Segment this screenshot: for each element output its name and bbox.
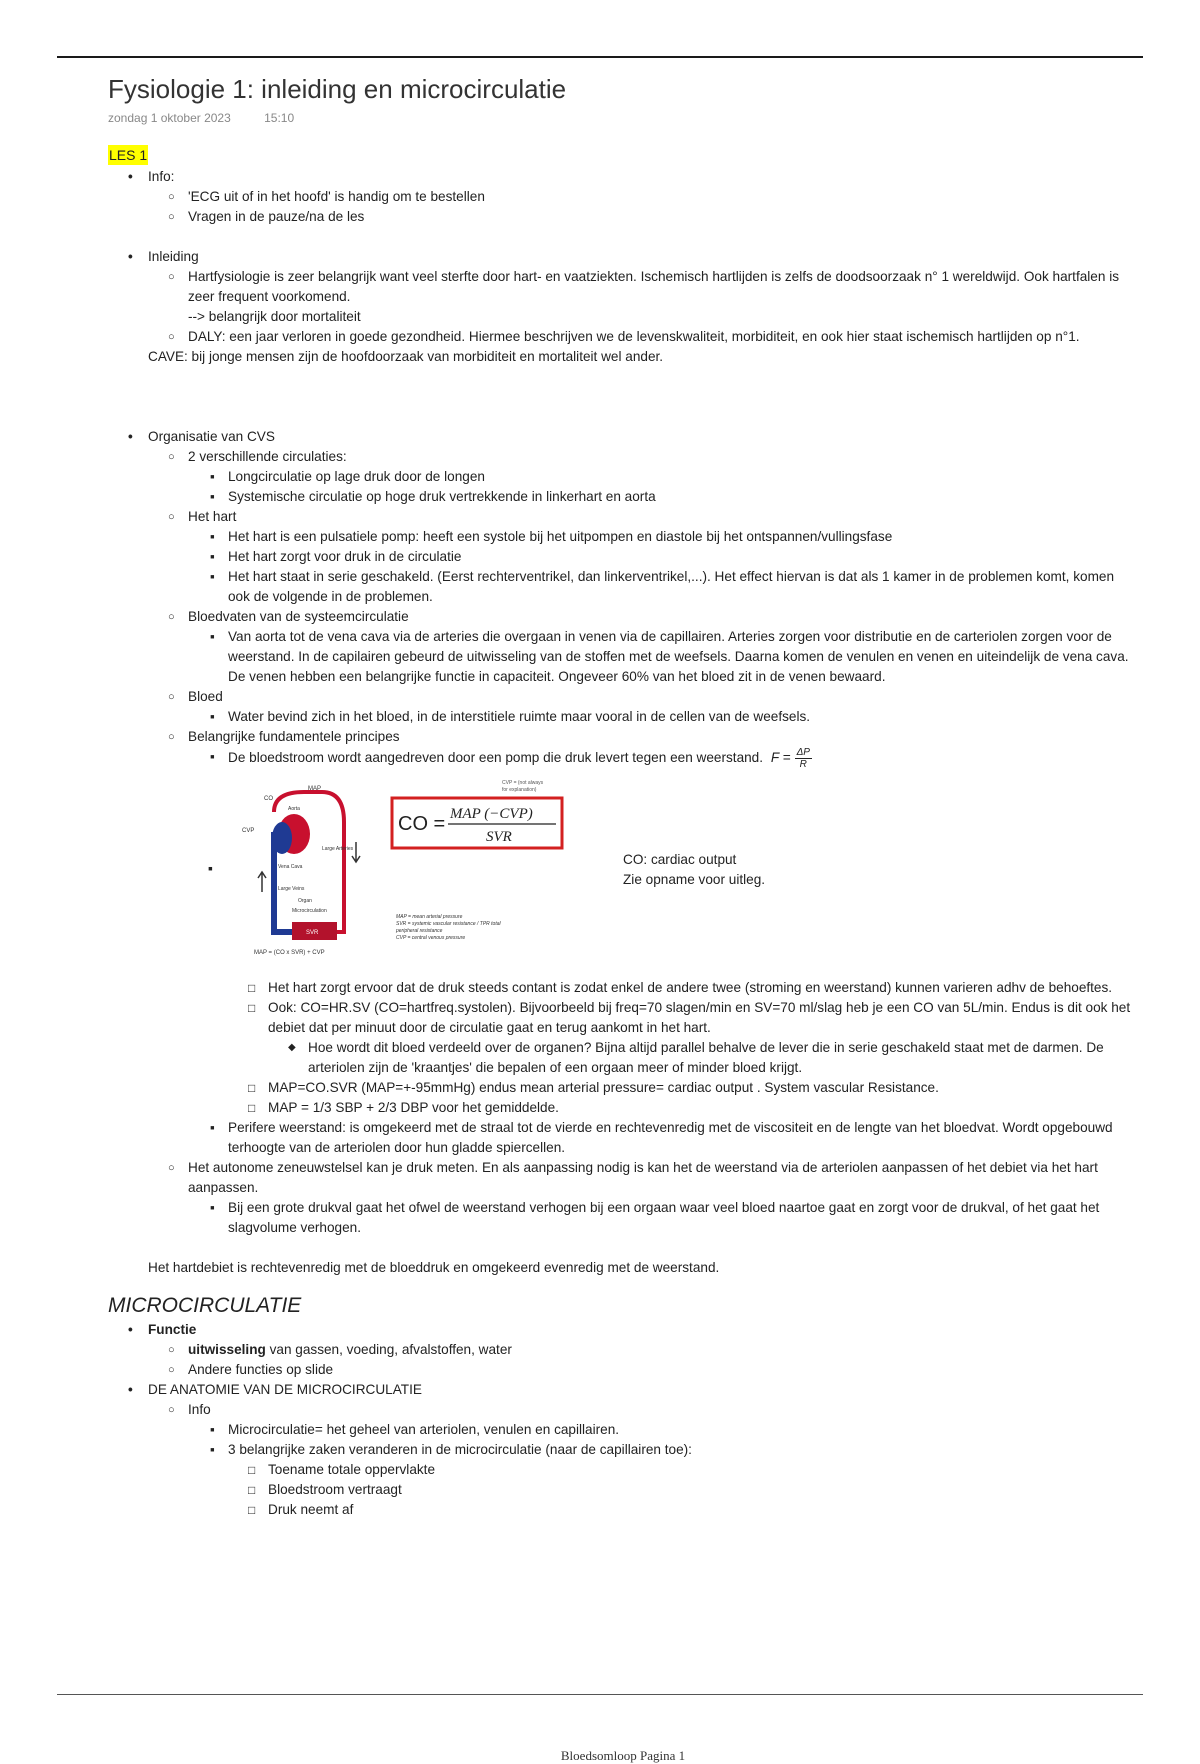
- page-title: Fysiologie 1: inleiding en microcirculatie: [108, 74, 567, 104]
- list-item: □ MAP = 1/3 SBP + 2/3 DBP voor het gemiddelde.: [268, 1098, 1138, 1118]
- hartdebiet-note: Het hartdebiet is rechtevenredig met de bloeddruk en omgekeerd evenredig met de weerstand.: [148, 1260, 720, 1275]
- top-note-2: for explanation): [502, 787, 537, 793]
- list-item: □ Druk neemt af: [268, 1500, 1138, 1520]
- list-item: ▪ Systemische circulatie op hoge druk vertrekkende in linkerhart en aorta: [228, 487, 1138, 507]
- legend-3: peripheral resistance: [396, 928, 443, 934]
- list-item: □ Bloedstroom vertraagt: [268, 1480, 1138, 1500]
- list-item: ○ Info ▪ Microcirculatie= het geheel van arteriolen, venulen en capillairen. ▪ 3 belangrijke zaken veranderen in de microcirculatie (naar de capillairen toe): □ Toename totale oppervlakte □ Bloedstroom vertraagt □ Druk neemt af: [188, 1400, 1138, 1520]
- label-organ: Organ: [298, 898, 312, 904]
- section-heading-microcirculatie: MICROCIRCULATIE: [108, 1294, 302, 1317]
- label-cvp: CVP: [242, 828, 255, 834]
- legend-1: MAP = mean arterial pressure: [396, 914, 463, 920]
- les-label: LES 1: [109, 147, 148, 163]
- page-date: zondag 1 oktober 2023: [108, 111, 231, 125]
- co-lhs: CO =: [398, 813, 446, 835]
- list-item: ○ Vragen in de pauze/na de les: [188, 207, 1138, 227]
- page-meta: [108, 111, 1138, 125]
- list-item: ▪ Van aorta tot de vena cava via de arteries die overgaan in venen via de capillairen. Arteries zorgen voor distributie en de carteriolen zorgen voor de weerstand. In de capilairen gebeurd de uitwisseling van de stoffen met de weefsels. Daarna komen de venulen en venen en uiteindelijk de vena cava. De venen hebben een belangrijke functie in capaciteit. Ongeveer 60% van het bloed zit in de venen bewaard.: [228, 627, 1138, 687]
- bottom-rule: [57, 1694, 1143, 1695]
- legend-4: CVP = central venous pressure: [396, 935, 466, 941]
- label-large-veins: Large Veins: [278, 886, 305, 892]
- list-item: ○ Bloedvaten van de systeemcirculatie ▪ Van aorta tot de vena cava via de arteries die overgaan in venen via de capillairen. Arteries zorgen voor distributie en de carteriolen zorgen voor de weerstand. In de capilairen gebeurd de uitwisseling van de stoffen met de weefsels. Daarna komen de venulen en venen en uiteindelijk de vena cava. De venen hebben een belangrijke functie in capaciteit. Ongeveer 60% van het bloed zit in de venen bewaard.: [188, 607, 1138, 687]
- list-item: ○ Belangrijke fundamentele principes ▪ De bloedstroom wordt aangedreven door een pomp die druk levert tegen een weerstand. F = $\frac{\Delta P}{R}$: [188, 727, 1138, 770]
- label-microcirculation: Microcirculation: [292, 908, 327, 914]
- list-item: ○ Bloed ▪ Water bevind zich in het bloed, in de interstitiele ruimte maar vooral in de cellen van de weefsels.: [188, 687, 1138, 727]
- list-item: □ Ook: CO=HR.SV (CO=hartfreq.systolen). Bijvoorbeeld bij freq=70 slagen/min en SV=70 ml/slag heb je een CO van 5L/min. Endus is dit ook het debiet dat per minuut door de circulatie gaat en terug aankomt in het hart. ◆ Hoe wordt dit bloed verdeeld over de organen? Bijna altijd parallel behalve de lever die in serie geschakeld staat met de darmen. De arteriolen zijn de 'kraantjes' die bepalen of een orgaan meer of minder bloed krijgt.: [268, 998, 1138, 1078]
- list-organisatie: [108, 427, 1138, 770]
- list-item: • DE ANATOMIE VAN DE MICROCIRCULATIE ○ Info ▪ Microcirculatie= het geheel van arteriolen, venulen en capillairen. ▪ 3 belangrijke zaken veranderen in de microcirculatie (naar de capillairen toe): □ Toename totale oppervlakte □ Bloedstroom vertraagt □ Druk neemt af: [148, 1380, 1138, 1520]
- page: [108, 74, 1138, 1763]
- list-item: ▪ Water bevind zich in het bloed, in de interstitiele ruimte maar vooral in de cellen van de weefsels.: [228, 707, 1138, 727]
- label-co: CO: [264, 796, 273, 802]
- label-svr: SVR: [306, 930, 319, 936]
- list-item: □ Toename totale oppervlakte: [268, 1460, 1138, 1480]
- label-vena-cava: Vena Cava: [278, 864, 303, 870]
- list-item: • Functie ○ uitwisseling van gassen, voeding, afvalstoffen, water ○ Andere functies op slide: [148, 1320, 1138, 1380]
- list-item: □ Het hart zorgt ervoor dat de druk steeds contant is zodat enkel de andere twee (stroming en weerstand) kunnen varieren adhv de behoeftes.: [268, 978, 1138, 998]
- list-item: • Info: ○ 'ECG uit of in het hoofd' is handig om te bestellen ○ Vragen in de pauze/na de les: [148, 167, 1138, 227]
- figure-bullet: ▪: [208, 860, 213, 876]
- list-item: ▪ De bloedstroom wordt aangedreven door een pomp die druk levert tegen een weerstand. F = $\frac{\Delta P}{R}$: [228, 747, 1138, 770]
- cave-note: CAVE: bij jonge mensen zijn de hoofdoorzaak van morbiditeit en mortaliteit wel ander.: [148, 349, 664, 364]
- legend-2: SVR = systemic vascular resistance / TPR total: [396, 921, 501, 927]
- co-caption: CO: cardiac output Zie opname voor uitleg.: [623, 852, 766, 887]
- list-item: ○ uitwisseling van gassen, voeding, afvalstoffen, water: [188, 1340, 1138, 1360]
- list-item: ▪ 3 belangrijke zaken veranderen in de microcirculatie (naar de capillairen toe): □ Toename totale oppervlakte □ Bloedstroom vertraagt □ Druk neemt af: [228, 1440, 1138, 1520]
- list-item: □ MAP=CO.SVR (MAP=+-95mmHg) endus mean arterial pressure= cardiac output . System vascular Resistance.: [268, 1078, 1138, 1098]
- list-item: ◆ Hoe wordt dit bloed verdeeld over de organen? Bijna altijd parallel behalve de lever die in serie geschakeld staat met de darmen. De arteriolen zijn de 'kraantjes' die bepalen of een orgaan meer of minder bloed krijgt.: [308, 1038, 1138, 1078]
- list-item: ▪ Microcirculatie= het geheel van arteriolen, venulen en capillairen.: [228, 1420, 1138, 1440]
- list-item: ○ Het hart ▪ Het hart is een pulsatiele pomp: heeft een systole bij het uitpompen en diastole bij het ontspannen/vullingsfase ▪ Het hart zorgt voor druk in de circulatie ▪ Het hart staat in serie geschakeld. (Eerst rechterventrikel, dan linkerventrikel,...). Het effect hiervan is dat als 1 kamer in de problemen komt, komen ook de volgende in de problemen.: [188, 507, 1138, 607]
- list-item: ○ Hartfysiologie is zeer belangrijk want veel sterfte door hart- en vaatziekten. Ischemisch hartlijden is zelfs de doodsoorzaak n° 1 wereldwijd. Ook hartfalen is zeer frequent voorkomend. --> belangrijk door mortaliteit: [188, 267, 1138, 327]
- note-content: [108, 145, 1138, 1520]
- list-item: • Inleiding ○ Hartfysiologie is zeer belangrijk want veel sterfte door hart- en vaatziekten. Ischemisch hartlijden is zelfs de doodsoorzaak n° 1 wereldwijd. Ook hartfalen is zeer frequent voorkomend. --> belangrijk door mortaliteit ○ DALY: een jaar verloren in goede gezondheid. Hiermee beschrijven we de levenskwaliteit, morbiditeit, en ook hier staat ischemisch hartlijden op n°1.: [148, 247, 1138, 347]
- top-rule: [57, 56, 1143, 58]
- page-footer: Bloedsomloop Pagina 1: [560, 1748, 686, 1763]
- co-denominator: SVR: [486, 829, 512, 845]
- list-item: ▪ Bij een grote drukval gaat het ofwel de weerstand verhogen bij een orgaan waar veel bloed naartoe gaat en zorgt voor de drukval, of het gaat het slagvolume verhogen.: [228, 1198, 1138, 1238]
- list-item: ○ Het autonome zeneuwstelsel kan je druk meten. En als aanpassing nodig is kan het de weerstand via de arteriolen aanpassen of het debiet via het hart aanpassen. ▪ Bij een grote drukval gaat het ofwel de weerstand verhogen bij een orgaan waar veel bloed naartoe gaat en zorgt voor de drukval, of het gaat het slagvolume verhogen.: [188, 1158, 1138, 1238]
- label-large-arteries: Large Arteries: [322, 846, 354, 852]
- co-formula-box: [390, 778, 630, 958]
- list-item: ○ DALY: een jaar verloren in goede gezondheid. Hiermee beschrijven we de levenskwaliteit, morbiditeit, en ook hier staat ischemisch hartlijden op n°1.: [188, 327, 1138, 347]
- label-map: MAP: [308, 786, 322, 792]
- list-item: • Organisatie van CVS ○ 2 verschillende circulaties: ▪ Longcirculatie op lage druk door de longen ▪ Systemische circulatie op hoge druk vertrekkende in linkerhart en aorta ○ Het hart ▪ Het hart is een pulsatiele pomp: heeft een systole bij het uitpompen en diastole bij het ontspannen/vullingsfase ▪ Het hart zorgt voor druk in de circulatie ▪ Het hart staat in serie geschakeld. (Eerst rechterventrikel, dan linkerventrikel,...). Het effect hiervan is dat als 1 kamer in de problemen komt, komen ook de volgende in de problemen. ○ Bloedvaten van de systeemcirculatie ▪ Van aorta tot de vena cava via de arteries die overgaan in venen via de capillairen. Arteries zorgen voor distributie en de carteriolen zorgen voor de weerstand. In de capilairen gebeurd de uitwisseling van de stoffen met de weefsels. Daarna komen de venulen en venen en uiteindelijk de vena cava. De venen hebben een belangrijke functie in capaciteit. Ongeveer 60% van het bloed zit in de venen bewaard. ○ Bloed ▪ Water bevind zich in het bloed, in de interstitiele ruimte maar vooral in de cellen van de weefsels. ○ Belangrijke fundamentele principes ▪ De bloedstroom wordt aangedreven door een pomp die druk levert tegen een weerstand. F = $\frac{\Delta P}{R}$: [148, 427, 1138, 770]
- list-item: ○ 2 verschillende circulaties: ▪ Longcirculatie op lage druk door de longen ▪ Systemische circulatie op hoge druk vertrekkende in linkerhart en aorta: [188, 447, 1138, 507]
- list-item: ○ Andere functies op slide: [188, 1360, 1138, 1380]
- co-numerator: MAP (−CVP): [450, 806, 533, 822]
- list-item: ▪ Longcirculatie op lage druk door de longen: [228, 467, 1138, 487]
- cardiac-output-figure: [108, 778, 1138, 968]
- list-item: ▪ Het hart staat in serie geschakeld. (Eerst rechterventrikel, dan linkerventrikel,...). Het effect hiervan is dat als 1 kamer in de problemen komt, komen ook de volgende in de problemen.: [228, 567, 1138, 607]
- page-time: 15:10: [264, 111, 295, 125]
- list-item: ○ 'ECG uit of in het hoofd' is handig om te bestellen: [188, 187, 1138, 207]
- top-note-1: CVP = (not always: [502, 780, 544, 786]
- list-info: [108, 167, 1138, 227]
- list-item: ▪ Perifere weerstand: is omgekeerd met de straal tot de vierde en rechtevenredig met de viscositeit en de lengte van het bloedvat. Wordt opgebouwd terhoogte van de arteriolen door hun gladde spiercellen.: [228, 1118, 1138, 1158]
- label-aorta: Aorta: [288, 806, 300, 812]
- flow-formula: F = $\frac{\Delta P}{R}$: [770, 747, 810, 770]
- list-item: ▪ Het hart zorgt voor druk in de circulatie: [228, 547, 1138, 567]
- list-micro: [108, 1320, 1138, 1520]
- label-map-formula: MAP = (CO x SVR) + CVP: [254, 950, 325, 956]
- list-continued: [108, 978, 1138, 1238]
- list-inleiding: [108, 247, 1138, 347]
- list-item: ▪ Het hart is een pulsatiele pomp: heeft een systole bij het uitpompen en diastole bij het ontspannen/vullingsfase: [228, 527, 1138, 547]
